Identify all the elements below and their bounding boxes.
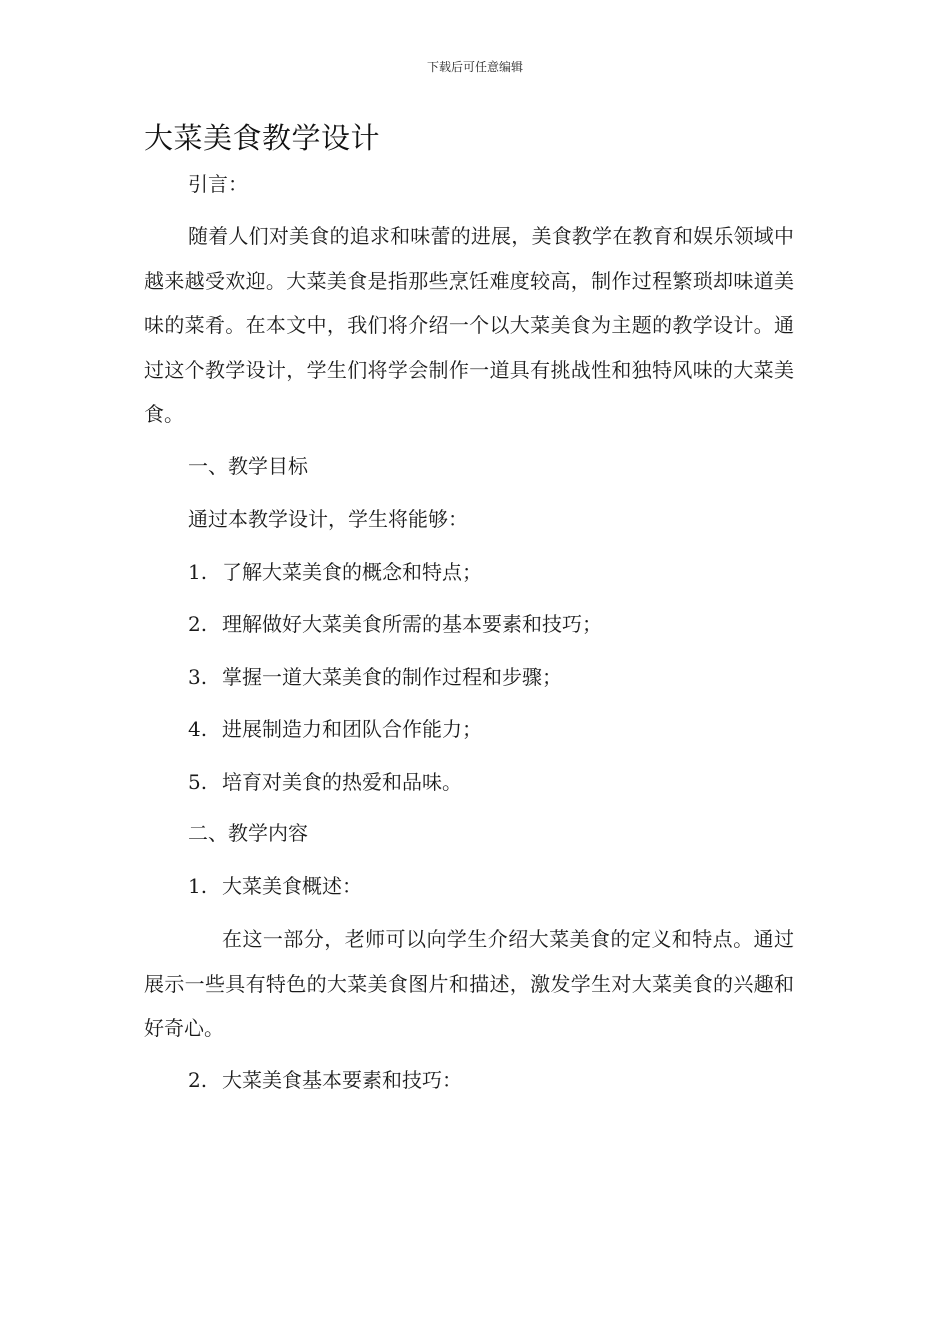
list-item-number: 1. xyxy=(188,560,208,584)
section-heading-content: 二、教学内容 xyxy=(188,821,308,845)
list-item xyxy=(188,561,482,583)
list-item-text: 掌握一道大菜美食的制作过程和步骤； xyxy=(222,665,562,689)
list-item xyxy=(188,718,482,740)
list-item-number: 3. xyxy=(188,665,208,689)
list-item-number: 2. xyxy=(188,612,208,636)
overview-paragraph: 在这一部分，老师可以向学生介绍大菜美食的定义和特点。通过展示一些具有特色的大菜美食图片和描述，激发学生对大菜美食的兴趣和好奇心。 xyxy=(144,927,794,1040)
sub-heading-text: 大菜美食概述： xyxy=(222,874,362,898)
list-item-text: 培育对美食的热爱和品味。 xyxy=(222,770,462,794)
list-item xyxy=(188,613,602,635)
list-item-text: 了解大菜美食的概念和特点； xyxy=(222,560,482,584)
list-item xyxy=(188,771,462,793)
intro-paragraph: 随着人们对美食的追求和味蕾的进展，美食教学在教育和娱乐领域中越来越受欢迎。大菜美食是指那些烹饪难度较高，制作过程繁琐却味道美味的菜肴。在本文中，我们将介绍一个以大菜美食为主题的教学设计。通过这个教学设计，学生们将学会制作一道具有挑战性和独特风味的大菜美食。 xyxy=(144,224,794,426)
sub-heading-number: 2. xyxy=(188,1068,208,1092)
sub-heading xyxy=(188,875,362,897)
list-item-text: 进展制造力和团队合作能力； xyxy=(222,717,482,741)
list-item-number: 5. xyxy=(188,770,208,794)
list-item-text: 理解做好大菜美食所需的基本要素和技巧； xyxy=(222,612,602,636)
sub-heading-text: 大菜美食基本要素和技巧： xyxy=(222,1068,462,1092)
intro-label: 引言： xyxy=(188,172,248,196)
document-title: 大菜美食教学设计 xyxy=(144,121,381,155)
list-item-number: 4. xyxy=(188,717,208,741)
sub-heading xyxy=(188,1069,462,1091)
sub-heading-number: 1. xyxy=(188,874,208,898)
header-note: 下载后可任意编辑 xyxy=(426,60,523,74)
goals-lead: 通过本教学设计，学生将能够： xyxy=(188,507,468,531)
list-item xyxy=(188,666,562,688)
section-heading-goals: 一、教学目标 xyxy=(188,454,308,478)
